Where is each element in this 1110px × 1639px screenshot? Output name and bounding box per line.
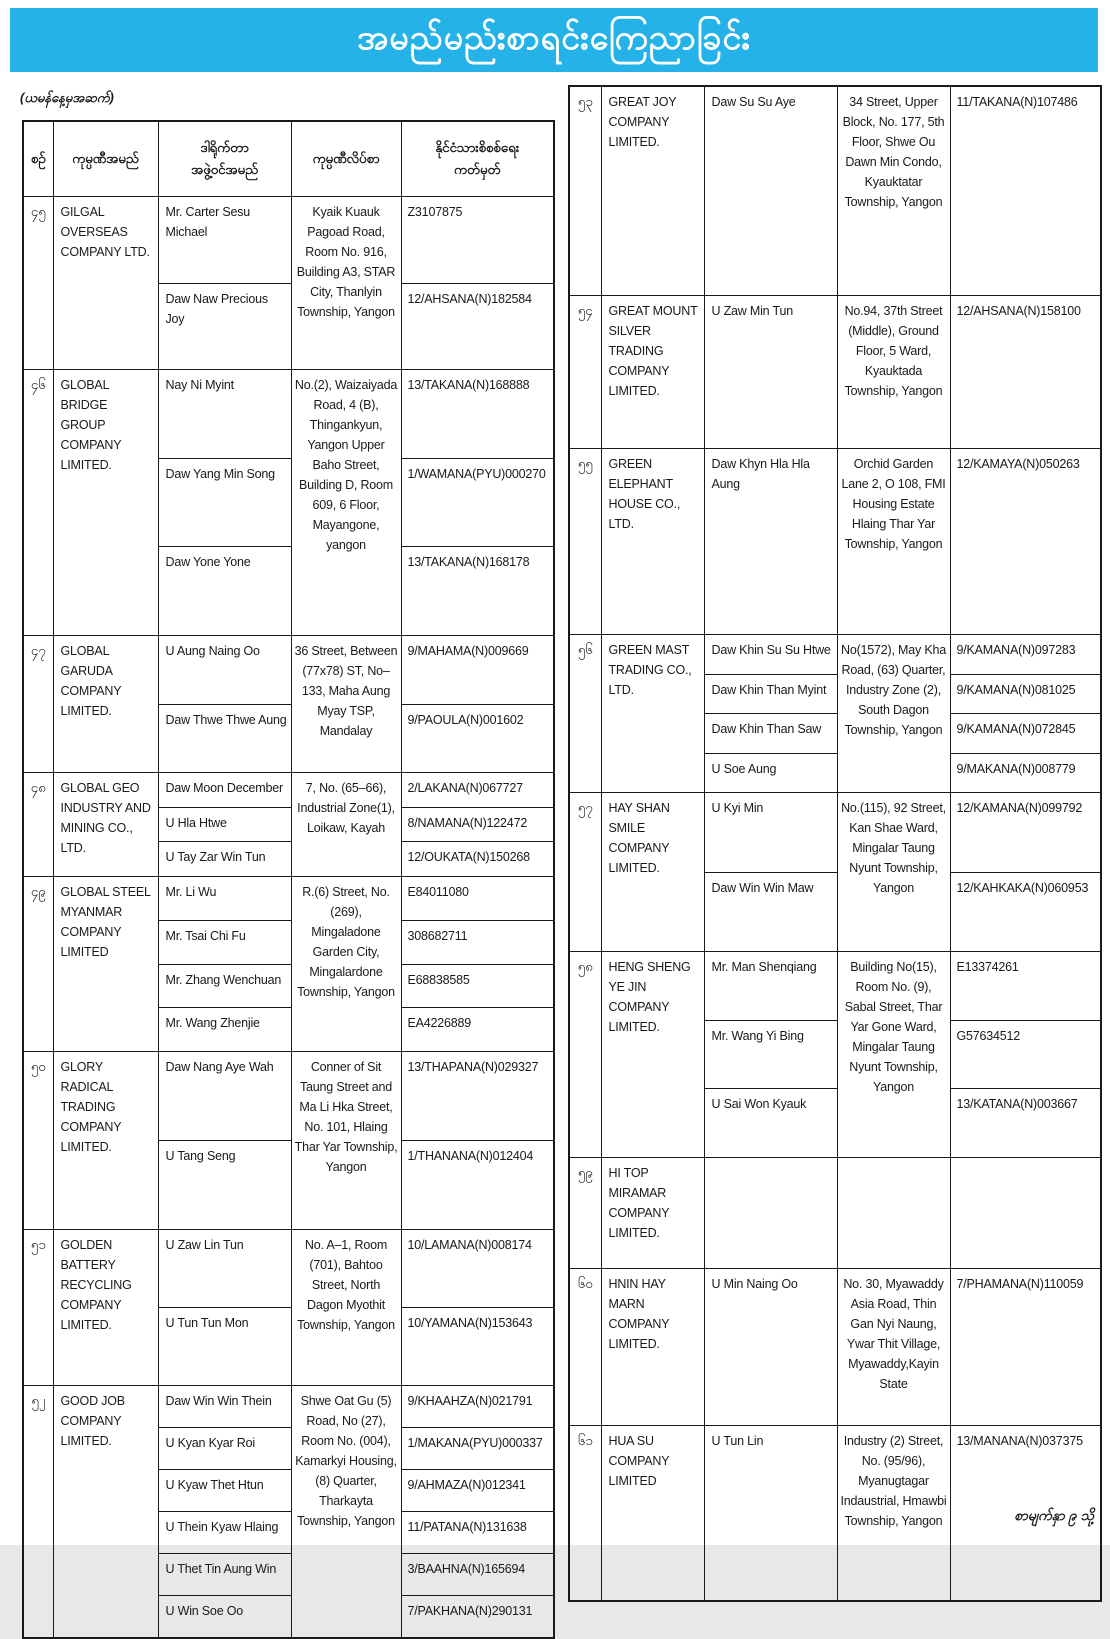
company-name-cell: GREAT MOUNT SILVER TRADING COMPANY LIMITED. xyxy=(601,296,704,449)
company-address-cell: Shwe Oat Gu (5) Road, No (27), Room No. (004), Kamarkyi Housing, (8) Quarter, Tharkayta Township, Yangon xyxy=(291,1386,401,1639)
nrc-number-cell: Z3107875 xyxy=(401,197,554,284)
director-name-cell: Daw Win Win Maw xyxy=(704,872,837,952)
company-name-cell: HI TOP MIRAMAR COMPANY LIMITED. xyxy=(601,1158,704,1269)
company-row xyxy=(569,952,1101,1021)
nrc-number-cell: 3/BAAHNA(N)165694 xyxy=(401,1553,554,1595)
nrc-number-cell: 13/TAKANA(N)168178 xyxy=(401,547,554,636)
director-name-cell: U Tun Tun Mon xyxy=(158,1308,291,1386)
row-number-cell: ၄၆ xyxy=(23,370,53,636)
row-number-cell: ၄၈ xyxy=(23,773,53,877)
nrc-number-cell: 1/MAKANA(PYU)000337 xyxy=(401,1427,554,1469)
director-name-cell: Daw Naw Precious Joy xyxy=(158,283,291,370)
company-name-cell: GREAT JOY COMPANY LIMITED. xyxy=(601,86,704,296)
director-name-cell: Mr. Man Shenqiang xyxy=(704,952,837,1021)
company-address-cell: 7, No. (65–66), Industrial Zone(1), Loikaw, Kayah xyxy=(291,773,401,877)
row-number-cell: ၄၅ xyxy=(23,197,53,370)
nrc-number-cell: E84011080 xyxy=(401,877,554,921)
company-name-cell: GOOD JOB COMPANY LIMITED. xyxy=(53,1386,158,1639)
nrc-number-cell: 12/OUKATA(N)150268 xyxy=(401,842,554,877)
director-name-cell: U Tang Seng xyxy=(158,1141,291,1230)
director-name-cell: U Tay Zar Win Tun xyxy=(158,842,291,877)
director-name-cell: Daw Yone Yone xyxy=(158,547,291,636)
nrc-number-cell: E68838585 xyxy=(401,964,554,1008)
company-row xyxy=(569,86,1101,296)
right-column xyxy=(568,85,1100,1602)
company-address-cell: No. 30, Myawaddy Asia Road, Thin Gan Nyi Naung, Ywar Thit Village, Myawaddy,Kayin State xyxy=(837,1269,950,1426)
page-banner xyxy=(10,8,1098,72)
company-name-cell: HNIN HAY MARN COMPANY LIMITED. xyxy=(601,1269,704,1426)
nrc-number-cell: 13/THAPANA(N)029327 xyxy=(401,1052,554,1141)
company-row xyxy=(23,636,554,705)
director-name-cell: U Zaw Min Tun xyxy=(704,296,837,449)
row-number-cell: ၆၀ xyxy=(569,1269,601,1426)
company-address-cell: No. A–1, Room (701), Bahtoo Street, North Dagon Myothit Township, Yangon xyxy=(291,1230,401,1386)
director-name-cell: Mr. Carter Sesu Michael xyxy=(158,197,291,284)
nrc-number-cell: 12/AHSANA(N)158100 xyxy=(950,296,1101,449)
nrc-number-cell: 12/KAHKAKA(N)060953 xyxy=(950,872,1101,952)
nrc-number-cell: 9/MAHAMA(N)009669 xyxy=(401,636,554,705)
company-address-cell: Conner of Sit Taung Street and Ma Li Hka Street, No. 101, Hlaing Thar Yar Township, Yangon xyxy=(291,1052,401,1230)
company-address-cell: No(1572), May Kha Road, (63) Quarter, Industry Zone (2), South Dagon Township, Yangon xyxy=(837,635,950,793)
nrc-number-cell xyxy=(950,1158,1101,1269)
director-name-cell: Daw Nang Aye Wah xyxy=(158,1052,291,1141)
company-address-cell xyxy=(837,1158,950,1269)
row-number-cell: ၆၁ xyxy=(569,1426,601,1602)
row-number-cell: ၅၃ xyxy=(569,86,601,296)
director-name-cell: Mr. Zhang Wenchuan xyxy=(158,964,291,1008)
company-name-cell: GREEN ELEPHANT HOUSE CO., LTD. xyxy=(601,449,704,635)
nrc-number-cell: G57634512 xyxy=(950,1020,1101,1089)
director-name-cell: Mr. Wang Yi Bing xyxy=(704,1020,837,1089)
director-name-cell: Daw Yang Min Song xyxy=(158,458,291,547)
director-name-cell: Daw Moon December xyxy=(158,773,291,808)
director-name-cell: U Win Soe Oo xyxy=(158,1595,291,1638)
director-name-cell: U Kyan Kyar Roi xyxy=(158,1427,291,1469)
company-name-cell: GLOBAL BRIDGE GROUP COMPANY LIMITED. xyxy=(53,370,158,636)
company-address-cell: No.(115), 92 Street, Kan Shae Ward, Mingalar Taung Nyunt Township, Yangon xyxy=(837,793,950,952)
continuation-note: (ယမန်နေ့မှအဆက်) xyxy=(20,90,114,105)
company-address-cell: R.(6) Street, No. (269), Mingaladone Garden City, Mingalardone Township, Yangon xyxy=(291,877,401,1052)
director-name-cell: Daw Khyn Hla Hla Aung xyxy=(704,449,837,635)
page-title: အမည်မည်းစာရင်းကြေညာခြင်း xyxy=(357,18,751,57)
nrc-number-cell: 9/KAMANA(N)097283 xyxy=(950,635,1101,675)
header-director-names xyxy=(158,121,291,197)
company-row xyxy=(569,296,1101,449)
left-column xyxy=(22,120,553,1639)
director-name-cell: U Thein Kyaw Hlaing xyxy=(158,1511,291,1553)
director-name-cell: U Kyi Min xyxy=(704,793,837,873)
director-name-cell: U Hla Htwe xyxy=(158,807,291,842)
nrc-number-cell: 1/WAMANA(PYU)000270 xyxy=(401,458,554,547)
nrc-number-cell: 7/PAKHANA(N)290131 xyxy=(401,1595,554,1638)
row-number-cell: ၅၅ xyxy=(569,449,601,635)
director-name-cell: U Min Naing Oo xyxy=(704,1269,837,1426)
company-name-cell: HUA SU COMPANY LIMITED xyxy=(601,1426,704,1602)
company-address-cell: Orchid Garden Lane 2, O 108, FMI Housing Estate Hlaing Thar Yar Township, Yangon xyxy=(837,449,950,635)
nrc-number-cell: 13/TAKANA(N)168888 xyxy=(401,370,554,459)
row-number-cell: ၅၇ xyxy=(569,793,601,952)
nrc-number-cell: 10/LAMANA(N)008174 xyxy=(401,1230,554,1308)
company-name-cell: HENG SHENG YE JIN COMPANY LIMITED. xyxy=(601,952,704,1158)
row-number-cell: ၅၈ xyxy=(569,952,601,1158)
nrc-number-cell: 9/AHMAZA(N)012341 xyxy=(401,1469,554,1511)
company-row xyxy=(23,1230,554,1308)
director-name-cell: Daw Khin Than Saw xyxy=(704,714,837,754)
nrc-number-cell: 1/THANANA(N)012404 xyxy=(401,1141,554,1230)
blacklist-table-left xyxy=(22,120,555,1639)
company-address-cell: Building No(15), Room No. (9), Sabal Street, Thar Yar Gone Ward, Mingalar Taung Nyunt Township, Yangon xyxy=(837,952,950,1158)
director-name-cell: Daw Khin Than Myint xyxy=(704,674,837,714)
company-row xyxy=(569,1158,1101,1269)
company-name-cell: GOLDEN BATTERY RECYCLING COMPANY LIMITED. xyxy=(53,1230,158,1386)
company-name-cell: GLORY RADICAL TRADING COMPANY LIMITED. xyxy=(53,1052,158,1230)
row-number-cell: ၅၆ xyxy=(569,635,601,793)
company-row xyxy=(569,793,1101,873)
nrc-number-cell: E13374261 xyxy=(950,952,1101,1021)
director-name-cell: Daw Win Win Thein xyxy=(158,1386,291,1428)
company-name-cell: GLOBAL GEO INDUSTRY AND MINING CO., LTD. xyxy=(53,773,158,877)
director-name-cell: U Aung Naing Oo xyxy=(158,636,291,705)
row-number-cell: ၅၉ xyxy=(569,1158,601,1269)
company-name-cell: GLOBAL GARUDA COMPANY LIMITED. xyxy=(53,636,158,773)
company-address-cell: Industry (2) Street, No. (95/96), Myanugtagar Indaustrial, Hmawbi Township, Yangon xyxy=(837,1426,950,1602)
nrc-number-cell: 12/KAMANA(N)099792 xyxy=(950,793,1101,873)
director-name-cell: U Tun Lin xyxy=(704,1426,837,1602)
director-name-cell: U Zaw Lin Tun xyxy=(158,1230,291,1308)
company-row xyxy=(569,635,1101,675)
row-number-cell: ၅၀ xyxy=(23,1052,53,1230)
company-row xyxy=(23,877,554,921)
company-row xyxy=(23,773,554,808)
header-nrc-number xyxy=(401,121,554,197)
company-row xyxy=(23,1052,554,1141)
director-name-cell xyxy=(704,1158,837,1269)
header-nrc-line1: နိုင်ငံသားစိစစ်ရေး xyxy=(435,140,520,155)
director-name-cell: U Sai Won Kyauk xyxy=(704,1089,837,1158)
nrc-number-cell: 7/PHAMANA(N)110059 xyxy=(950,1269,1101,1426)
company-row xyxy=(569,449,1101,635)
company-name-cell: GLOBAL STEEL MYANMAR COMPANY LIMITED xyxy=(53,877,158,1052)
company-address-cell: Kyaik Kuauk Pagoad Road, Room No. 916, Building A3, STAR City, Thanlyin Township, Yangon xyxy=(291,197,401,370)
company-address-cell: No.94, 37th Street (Middle), Ground Floor, 5 Ward, Kyauktada Township, Yangon xyxy=(837,296,950,449)
director-name-cell: Daw Thwe Thwe Aung xyxy=(158,704,291,773)
row-number-cell: ၅၂ xyxy=(23,1386,53,1639)
header-nrc-line2: ကတ်မှတ် xyxy=(454,162,501,177)
company-name-cell: GREEN MAST TRADING CO., LTD. xyxy=(601,635,704,793)
director-name-cell: Nay Ni Myint xyxy=(158,370,291,459)
header-director-line2: အဖွဲ့ဝင်အမည် xyxy=(191,162,258,177)
row-number-cell: ၅၁ xyxy=(23,1230,53,1386)
nrc-number-cell: 9/KAMANA(N)072845 xyxy=(950,714,1101,754)
blacklist-table-right xyxy=(568,85,1102,1602)
nrc-number-cell: 12/AHSANA(N)182584 xyxy=(401,283,554,370)
director-name-cell: Mr. Tsai Chi Fu xyxy=(158,920,291,964)
company-row xyxy=(23,197,554,284)
nrc-number-cell: 10/YAMANA(N)153643 xyxy=(401,1308,554,1386)
row-number-cell: ၄၉ xyxy=(23,877,53,1052)
company-name-cell: HAY SHAN SMILE COMPANY LIMITED. xyxy=(601,793,704,952)
page-footer: စာမျက်နှာ ၉ သို့ xyxy=(1014,1507,1094,1523)
director-name-cell: U Kyaw Thet Htun xyxy=(158,1469,291,1511)
nrc-number-cell: 2/LAKANA(N)067727 xyxy=(401,773,554,808)
company-row xyxy=(569,1269,1101,1426)
director-name-cell: Daw Khin Su Su Htwe xyxy=(704,635,837,675)
nrc-number-cell: 12/KAMAYA(N)050263 xyxy=(950,449,1101,635)
director-name-cell: U Soe Aung xyxy=(704,753,837,793)
nrc-number-cell: 11/PATANA(N)131638 xyxy=(401,1511,554,1553)
company-row xyxy=(23,370,554,459)
nrc-number-cell: EA4226889 xyxy=(401,1008,554,1052)
director-name-cell: Daw Su Su Aye xyxy=(704,86,837,296)
header-director-line1: ဒါရိုက်တာ xyxy=(200,140,249,155)
company-name-cell: GILGAL OVERSEAS COMPANY LTD. xyxy=(53,197,158,370)
nrc-number-cell: 13/MANANA(N)037375 xyxy=(950,1426,1101,1602)
company-address-cell: No.(2), Waizaiyada Road, 4 (B), Thingankyun, Yangon Upper Baho Street, Building D, Room 609, 6 Floor, Mayangone, yangon xyxy=(291,370,401,636)
nrc-number-cell: 13/KATANA(N)003667 xyxy=(950,1089,1101,1158)
company-address-cell: 34 Street, Upper Block, No. 177, 5th Floor, Shwe Ou Dawn Min Condo, Kyauktatar Township, Yangon xyxy=(837,86,950,296)
header-no: စဉ် xyxy=(23,121,53,197)
nrc-number-cell: 308682711 xyxy=(401,920,554,964)
nrc-number-cell: 8/NAMANA(N)122472 xyxy=(401,807,554,842)
director-name-cell: Mr. Wang Zhenjie xyxy=(158,1008,291,1052)
company-row xyxy=(23,1386,554,1428)
row-number-cell: ၅၄ xyxy=(569,296,601,449)
nrc-number-cell: 9/KAMANA(N)081025 xyxy=(950,674,1101,714)
director-name-cell: U Thet Tin Aung Win xyxy=(158,1553,291,1595)
table-header-row xyxy=(23,121,554,197)
company-address-cell: 36 Street, Between (77x78) ST, No–133, Maha Aung Myay TSP, Mandalay xyxy=(291,636,401,773)
nrc-number-cell: 11/TAKANA(N)107486 xyxy=(950,86,1101,296)
nrc-number-cell: 9/KHAAHZA(N)021791 xyxy=(401,1386,554,1428)
nrc-number-cell: 9/MAKANA(N)008779 xyxy=(950,753,1101,793)
nrc-number-cell: 9/PAOULA(N)001602 xyxy=(401,704,554,773)
row-number-cell: ၄၇ xyxy=(23,636,53,773)
header-company-name: ကုမ္ပဏီအမည် xyxy=(53,121,158,197)
header-company-address: ကုမ္ပဏီလိပ်စာ xyxy=(291,121,401,197)
director-name-cell: Mr. Li Wu xyxy=(158,877,291,921)
